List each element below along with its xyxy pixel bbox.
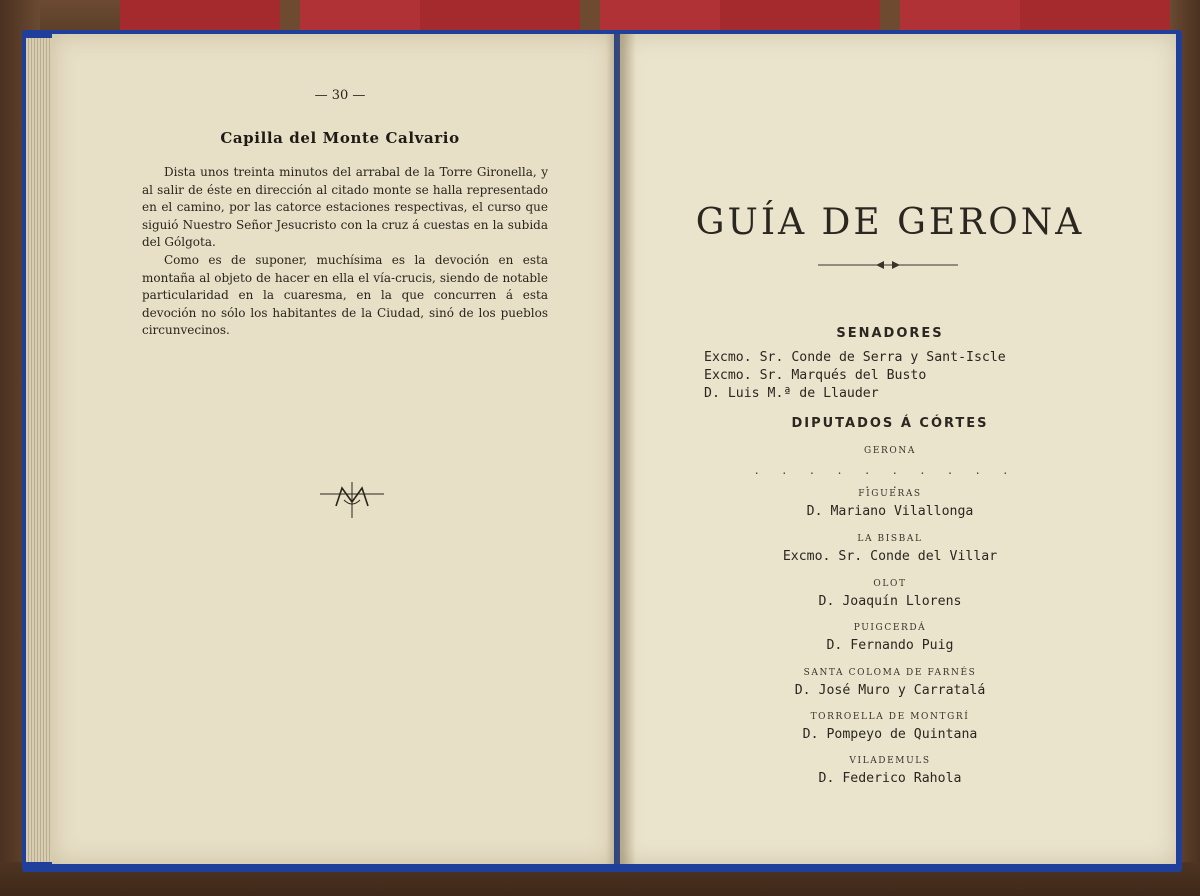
deputy-name: D. José Muro y Carratalá [794, 683, 986, 698]
book-gutter [606, 34, 636, 864]
district-label: FIGUERAS [858, 489, 922, 499]
senadores-heading: SENADORES [836, 326, 944, 341]
deputy-name: D. Pompeyo de Quintana [802, 727, 978, 742]
body-text [142, 164, 548, 340]
title-rule-ornament-icon [818, 258, 958, 272]
deputy-name: D. Federico Rahola [818, 771, 962, 786]
senator-entry: Excmo. Sr. Conde de Serra y Sant-Iscle [704, 350, 1006, 365]
district-label: LA BISBAL [857, 534, 923, 544]
district-label: VILADEMULS [849, 756, 931, 766]
deputy-name: D. Fernando Puig [826, 638, 954, 653]
paragraph: Como es de suponer, muchísima es la devoción en esta montaña al objeto de hacer en ella el vía-crucis, siendo de notable particularidad en la cuaresma, en la que concurren á esta devoción no sólo los habitantes de la Ciudad, sinó de los pueblos circunvecinos. [142, 252, 548, 338]
cross-monogram-ornament-icon [318, 478, 386, 524]
district-label: SANTA COLOMA DE FARNÉS [803, 668, 977, 678]
district-label: TORROELLA DE MONTGRÍ [810, 712, 970, 722]
chapter-title: Capilla del Monte Calvario [220, 129, 460, 147]
red-cloth-backdrop [120, 0, 1180, 30]
page-number: — 30 — [314, 88, 366, 103]
deputy-name: Excmo. Sr. Conde del Villar [782, 549, 998, 564]
dot-leader: . . . . . . . . . . . . [754, 463, 1018, 491]
left-page [52, 34, 614, 864]
deputy-name: D. Joaquín Llorens [818, 594, 962, 609]
diputados-heading: DIPUTADOS Á CÓRTES [791, 416, 989, 431]
district-label: OLOT [873, 579, 907, 589]
deputy-name: D. Mariano Vilallonga [806, 504, 974, 519]
senator-entry: Excmo. Sr. Marqués del Busto [704, 368, 927, 383]
paragraph: Dista unos treinta minutos del arrabal de la Torre Gironella, y al salir de éste en dirección al citado monte se halla representado en el camino, por las catorce estaciones respectivas, el curso que siguió Nuestro Señor Jesucristo con la cruz á cuestas en la subida del Gólgota. [142, 165, 548, 250]
district-label: GERONA [864, 446, 916, 456]
senator-entry: D. Luis M.ª de Llauder [704, 386, 879, 401]
guide-title: GUÍA DE GERONA [695, 202, 1085, 243]
district-label: PUIGCERDÁ [853, 623, 927, 633]
